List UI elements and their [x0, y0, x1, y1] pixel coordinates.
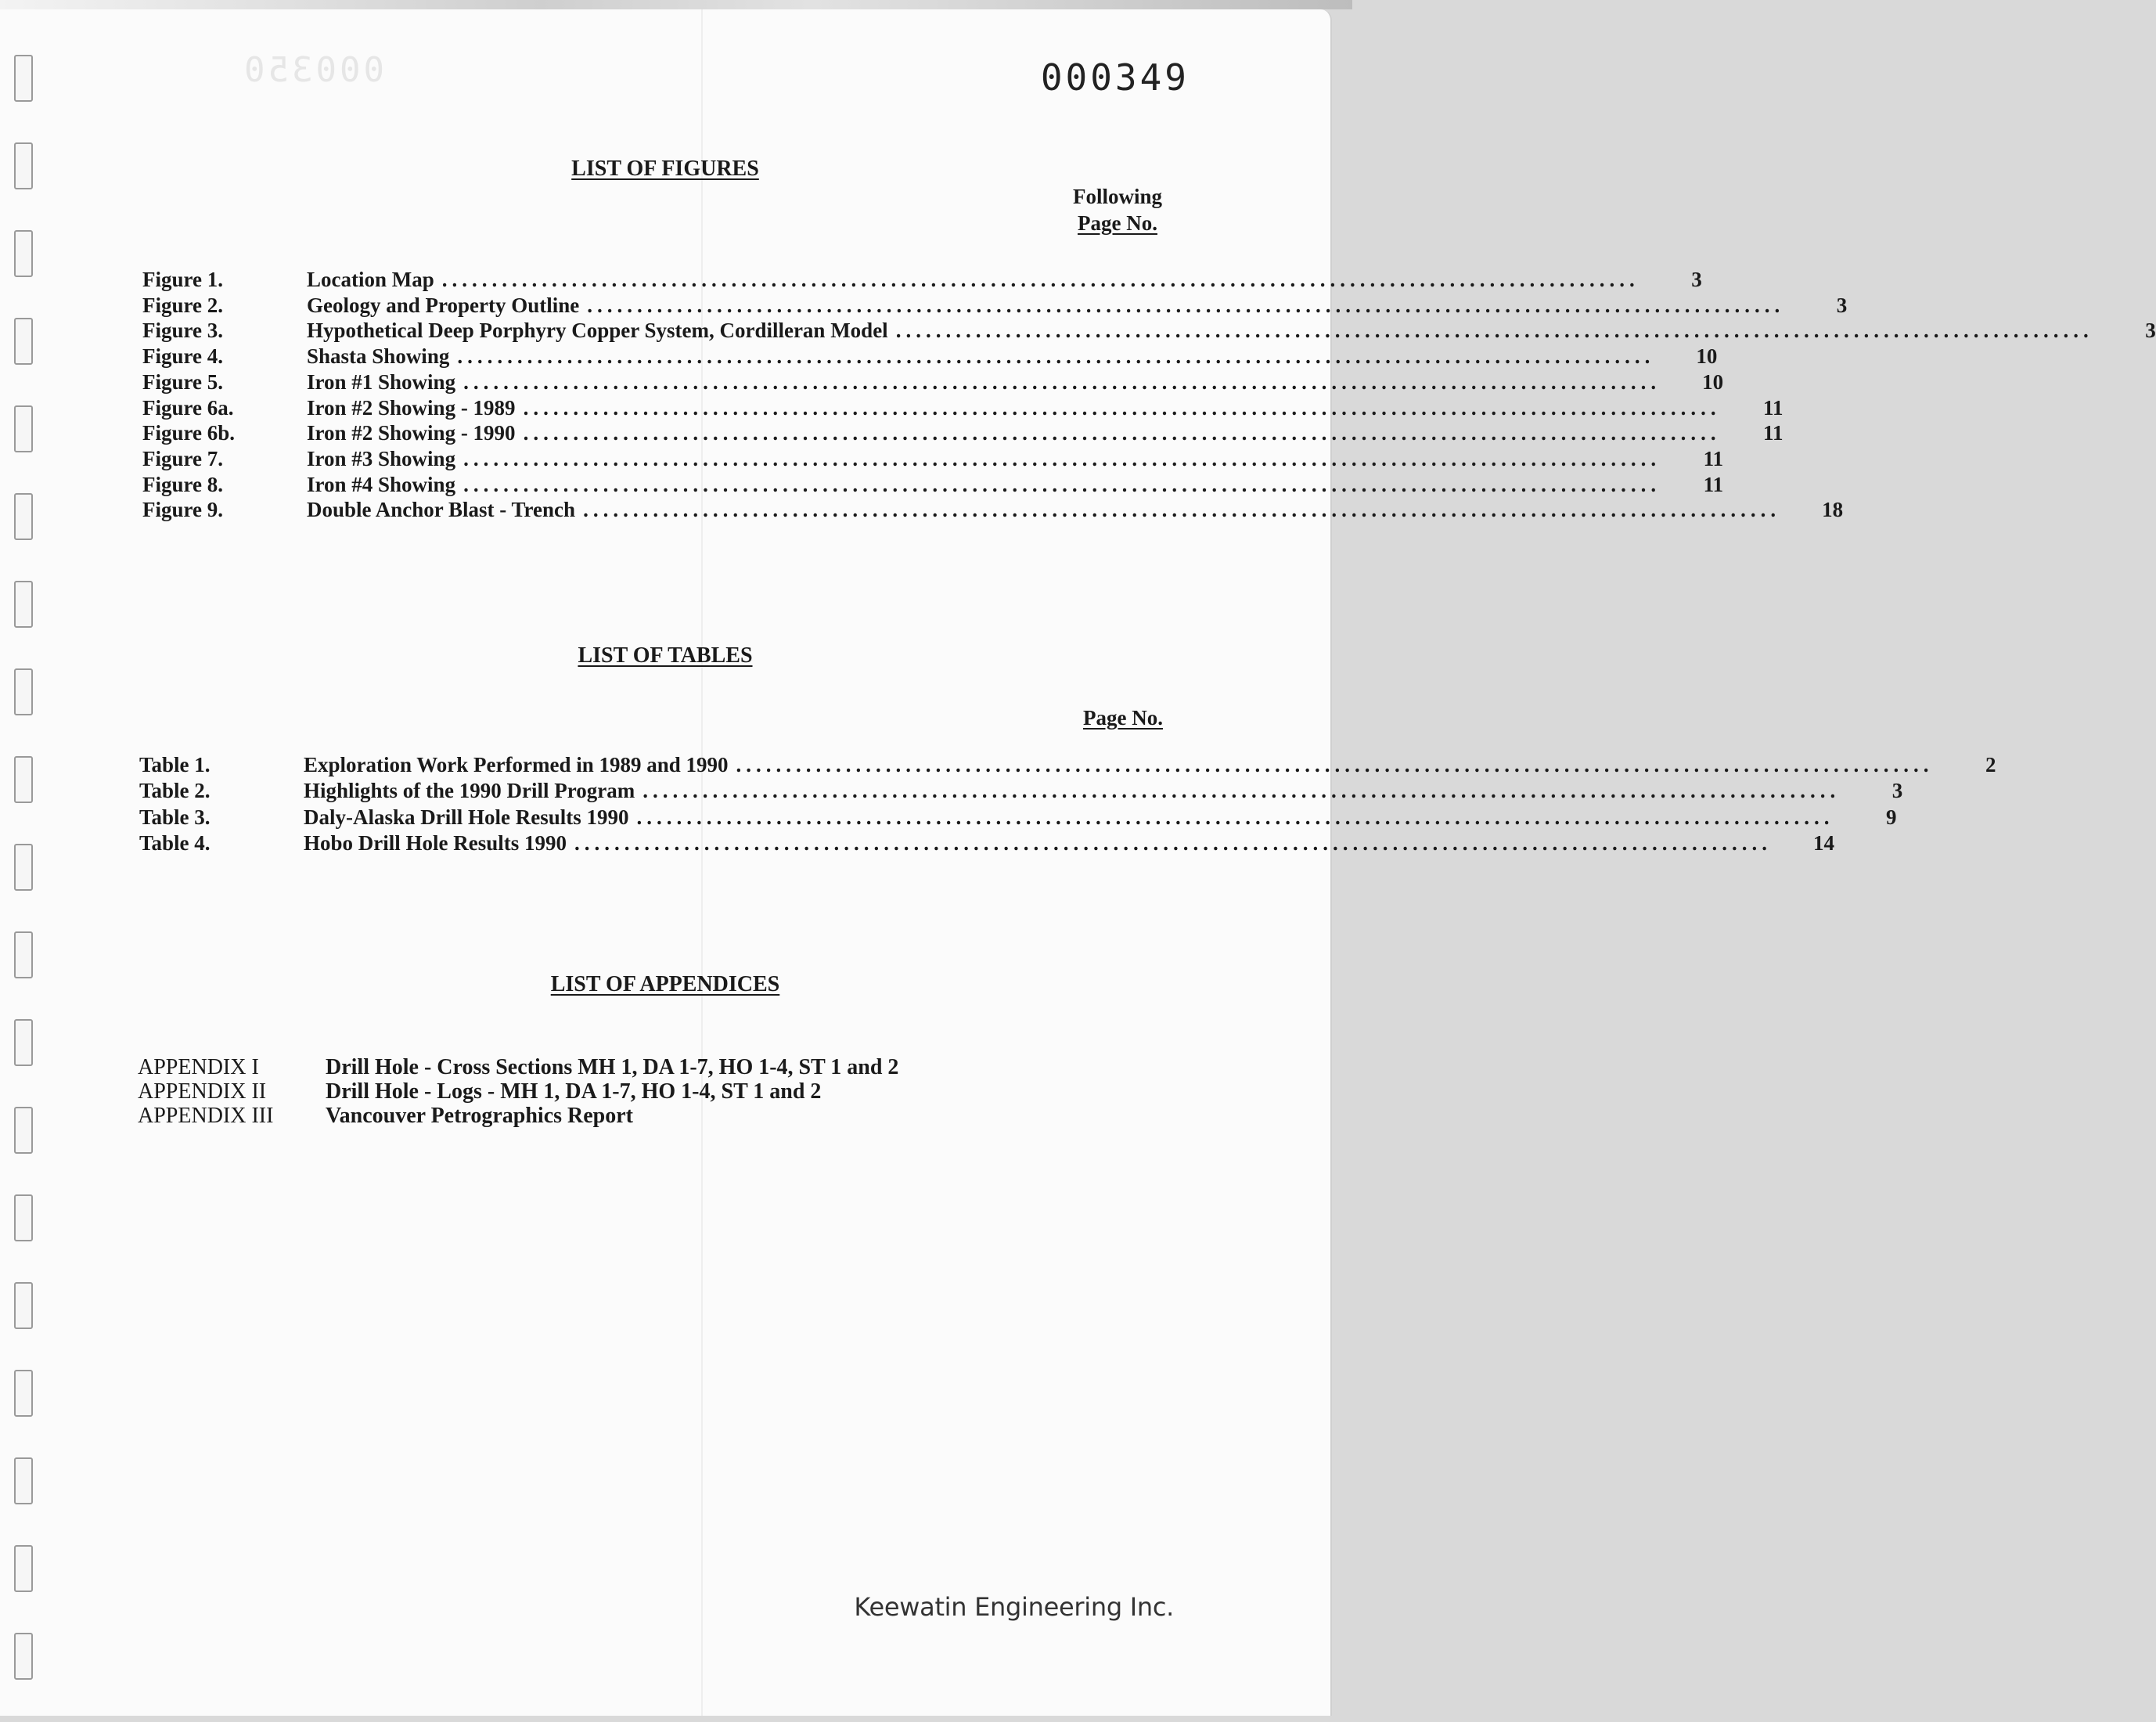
dot-leader: ........................................................................................................................: [574, 830, 1772, 855]
toc-title: Exploration Work Performed in 1989 and 1990: [304, 753, 729, 776]
toc-row: [139, 779, 1903, 805]
toc-row: [142, 293, 1848, 319]
figures-column-header-line1: Following: [1072, 185, 1162, 208]
toc-number: Figure 6a.: [142, 395, 234, 420]
appendix-description: Drill Hole - Logs - MH 1, DA 1-7, HO 1-4, ST 1 and 2: [326, 1079, 822, 1104]
toc-title: Location Map: [307, 268, 434, 291]
toc-page-number: 3: [1836, 293, 1848, 317]
toc-number: Figure 7.: [142, 446, 223, 470]
toc-row: [139, 830, 1834, 857]
binding-hole: [14, 318, 33, 365]
page-fold-line: [701, 9, 703, 1716]
toc-number: Figure 8.: [142, 472, 223, 496]
toc-row: [142, 498, 1844, 524]
tables-column-header-label: Page No.: [1083, 706, 1163, 730]
toc-page-number: 3: [1891, 779, 1903, 803]
dot-leader: ........................................................................................................................: [636, 805, 1834, 829]
toc-row: [142, 446, 1724, 473]
toc-number: Figure 1.: [142, 268, 223, 291]
binding-hole: [14, 1194, 33, 1241]
toc-title: Geology and Property Outline: [307, 293, 580, 317]
toc-number: Table 3.: [139, 805, 211, 829]
appendix-label: APPENDIX II: [138, 1079, 267, 1104]
binding-hole: [14, 756, 33, 803]
figures-heading: LIST OF FIGURES: [571, 157, 759, 181]
dot-leader: ........................................................................................................................: [463, 472, 1661, 496]
toc-number: Figure 6b.: [142, 421, 236, 445]
binding-hole: [14, 55, 33, 102]
binding-hole: [14, 1019, 33, 1066]
dot-leader: ........................................................................................................................: [587, 293, 1785, 317]
appendix-row: [138, 1104, 633, 1129]
toc-page-number: 3: [1691, 268, 1702, 291]
dot-leader: ........................................................................................................................: [895, 319, 2093, 343]
dot-leader: ........................................................................................................................: [463, 369, 1661, 394]
binding-hole: [14, 1370, 33, 1417]
toc-page-number: 2: [1985, 753, 1996, 776]
toc-page-number: 14: [1813, 830, 1834, 855]
document-page: [0, 9, 2156, 1716]
toc-title: Highlights of the 1990 Drill Program: [304, 779, 635, 803]
appendix-description: Drill Hole - Cross Sections MH 1, DA 1-7, HO 1-4, ST 1 and 2: [326, 1055, 899, 1079]
binding-hole: [14, 405, 33, 452]
toc-title: Iron #2 Showing - 1989: [307, 395, 516, 420]
toc-title: Hobo Drill Hole Results 1990: [304, 830, 567, 855]
figures-column-header-line2: Page No.: [1078, 211, 1157, 235]
figures-column-header: [1060, 183, 1175, 236]
binding-hole: [14, 1282, 33, 1329]
appendix-label: APPENDIX I: [138, 1055, 259, 1079]
dot-leader: ........................................................................................................................: [523, 421, 1721, 445]
toc-number: Figure 3.: [142, 319, 223, 343]
appendix-row: [138, 1055, 898, 1080]
toc-page-number: 11: [1703, 472, 1724, 496]
binding-hole: [14, 668, 33, 715]
toc-number: Figure 9.: [142, 498, 223, 522]
binding-hole: [14, 1457, 33, 1504]
toc-row: [142, 268, 1702, 294]
toc-page-number: 11: [1703, 446, 1724, 470]
binding-hole: [14, 1107, 33, 1154]
dot-leader: ........................................................................................................................: [642, 779, 1841, 803]
toc-page-number: 11: [1763, 421, 1783, 445]
toc-number: Table 4.: [139, 830, 211, 855]
binding-hole: [14, 1545, 33, 1592]
toc-page-number: 11: [1763, 395, 1783, 420]
dot-leader: ........................................................................................................................: [736, 753, 1934, 776]
toc-page-number: 10: [1696, 344, 1718, 369]
toc-title: Iron #2 Showing - 1990: [307, 421, 516, 445]
appendix-row: [138, 1079, 821, 1104]
dot-leader: ........................................................................................................................: [463, 446, 1661, 470]
toc-row: [142, 369, 1724, 396]
binding-hole: [14, 1633, 33, 1680]
toc-title: Hypothetical Deep Porphyry Copper System, Cordilleran Model: [307, 319, 888, 343]
toc-page-number: 18: [1822, 498, 1844, 522]
binding-holes: [14, 9, 38, 1716]
toc-number: Figure 5.: [142, 369, 223, 394]
ghost-page-number: 000350: [241, 50, 384, 90]
dot-leader: ........................................................................................................................: [441, 268, 1639, 291]
dot-leader: ........................................................................................................................: [583, 498, 1781, 522]
document-number: 000349: [1040, 56, 1190, 99]
toc-number: Figure 2.: [142, 293, 223, 317]
binding-hole: [14, 230, 33, 277]
binding-hole: [14, 581, 33, 628]
binding-hole: [14, 931, 33, 978]
toc-page-number: 10: [1702, 369, 1724, 394]
toc-title: Iron #1 Showing: [307, 369, 456, 394]
company-footer: Keewatin Engineering Inc.: [854, 1592, 1174, 1622]
toc-page-number: 9: [1886, 805, 1897, 829]
toc-page-number: 3: [2145, 319, 2156, 343]
toc-title: Iron #4 Showing: [307, 472, 456, 496]
binding-hole: [14, 493, 33, 540]
toc-row: [142, 421, 1783, 447]
binding-hole: [14, 844, 33, 891]
toc-title: Shasta Showing: [307, 344, 450, 369]
toc-row: [142, 395, 1783, 422]
toc-row: [142, 344, 1718, 370]
toc-number: Figure 4.: [142, 344, 223, 369]
toc-number: Table 1.: [139, 753, 211, 776]
toc-row: [139, 805, 1897, 831]
dot-leader: ........................................................................................................................: [457, 344, 1655, 369]
tables-column-header: [1072, 704, 1174, 731]
toc-title: Iron #3 Showing: [307, 446, 456, 470]
dot-leader: ........................................................................................................................: [523, 395, 1721, 420]
scan-top-edge: [0, 0, 1352, 9]
tables-heading: LIST OF TABLES: [578, 643, 753, 668]
toc-row: [139, 753, 1996, 779]
toc-title: Double Anchor Blast - Trench: [307, 498, 576, 522]
toc-row: [142, 472, 1724, 499]
appendix-description: Vancouver Petrographics Report: [326, 1104, 633, 1128]
appendices-heading: LIST OF APPENDICES: [550, 972, 780, 996]
toc-title: Daly-Alaska Drill Hole Results 1990: [304, 805, 629, 829]
toc-row: [142, 319, 2156, 344]
toc-number: Table 2.: [139, 779, 211, 803]
appendix-label: APPENDIX III: [138, 1104, 274, 1128]
